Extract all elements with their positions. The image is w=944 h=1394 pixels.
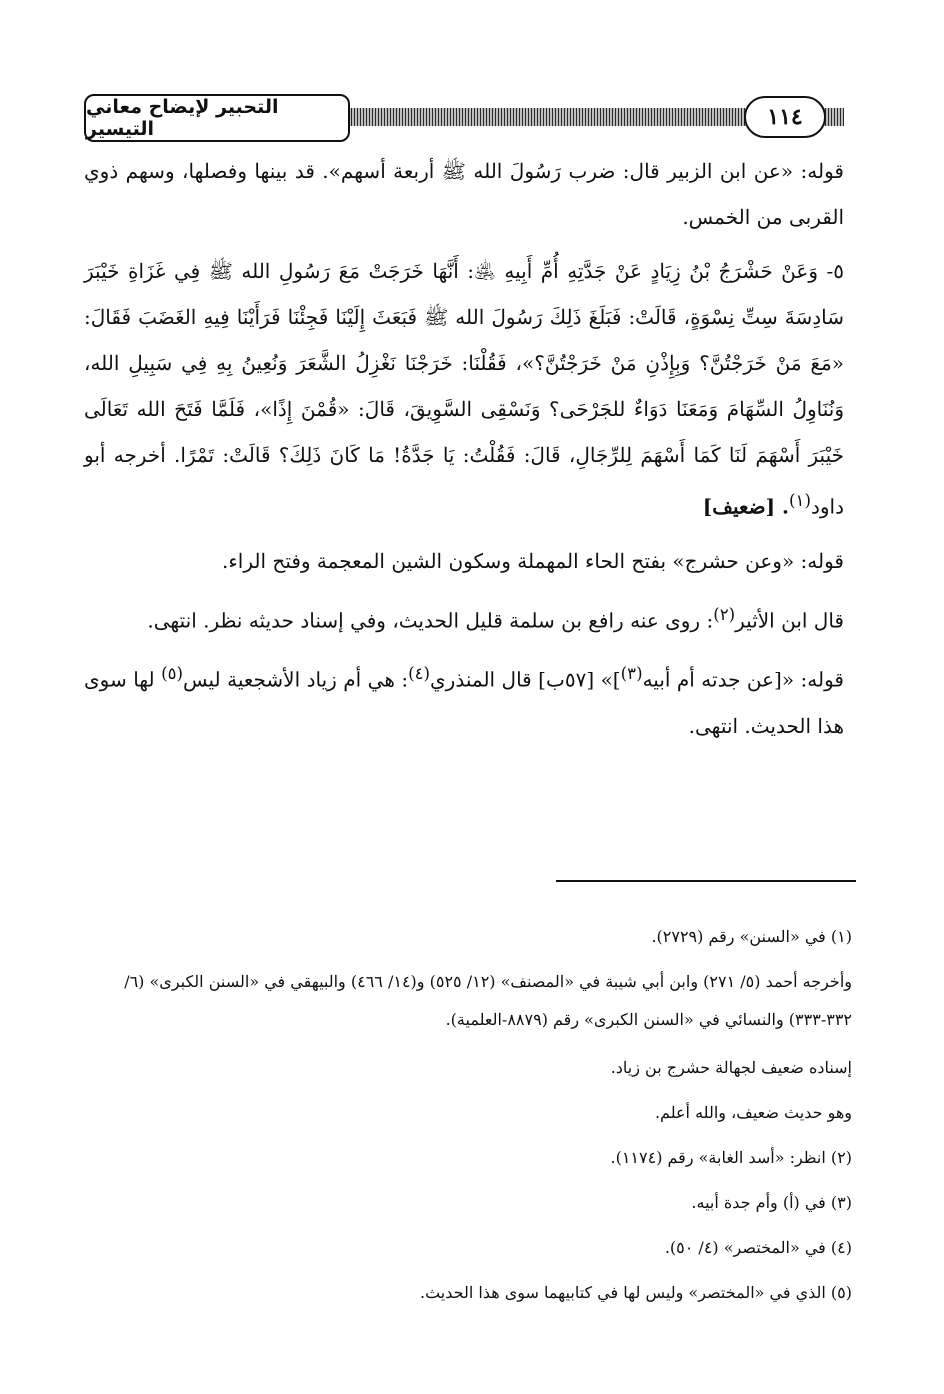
- footnote-ref-3: (٣): [620, 664, 643, 684]
- footnote-line: وهو حديث ضعيف، والله أعلم.: [654, 1103, 852, 1122]
- page-number: ١١٤: [767, 104, 803, 130]
- paragraph-2-hadith: [84, 248, 844, 530]
- footnote-line: (١) في «السنن» رقم (٢٧٢٩).: [651, 927, 852, 946]
- p5-text-c: : هي أم زياد الأشجعية ليس: [183, 667, 409, 692]
- footnote-ref-2: (٢): [713, 604, 736, 624]
- paragraph-4: [84, 592, 844, 644]
- main-text: [84, 148, 844, 757]
- footnote-line: وأخرجه أحمد (٥/ ٢٧١) وابن أبي شيبة في «المصنف» (١٢/ ٥٢٥) و(١٤/ ٤٦٦) والبيهقي في «السنن الكبرى» (٦/ ٣٣٢-٣٣٣) والنسائي في «السنن الكبرى» رقم (٨٨٧٩-العلمية).: [124, 972, 852, 1029]
- p5-text-b: ]» [٥٧ب] قال المنذري: [430, 667, 621, 692]
- p4-text-a: قال ابن الأثير: [735, 608, 844, 633]
- page-header: [84, 94, 844, 144]
- footnote-ref-1: (١): [789, 491, 811, 510]
- p5-text-d: لها سوى هذا الحديث. انتهى.: [84, 667, 844, 738]
- paragraph-3: قوله: «وعن حشرج» بفتح الحاء المهملة وسكون الشين المعجمة وفتح الراء.: [222, 548, 844, 573]
- p5-text-a: قوله: «[عن جدته أم أبيه: [642, 667, 844, 692]
- footnote-line: (٤) في «المختصر» (٤/ ٥٠).: [664, 1238, 852, 1257]
- footnote-line: (٢) انظر: «أسد الغابة» رقم (١١٧٤).: [610, 1148, 852, 1167]
- hadith-text: ٥- وَعَنْ حَشْرَجُ بْنُ زِيَادٍ عَنْ جَدَّتِهِ أُمِّ أَبِيهِ ﵁: أَنَّهَا خَرَجَتْ مَعَ رَسُولِ الله ﷺ فِي غَزَاةِ خَيْبَرَ سَادِسَةَ سِتِّ نِسْوَةٍ، قَالَتْ: فَبَلَغَ ذَلِكَ رَسُولَ الله ﷺ فَبَعَثَ إِلَيْنَا فَجِئْنَا فَرَأَيْنَا فِيهِ الغَضَبَ فَقَالَ: «مَعَ مَنْ خَرَجْتُنَّ؟ وَبِإِذْنِ مَنْ خَرَجْتُنَّ؟»، فَقُلْنَا: خَرَجْنَا نَغْزِلُ الشَّعَرَ وَنُعِينُ بِهِ فِي سَبِيلِ الله، وَنُنَاوِلُ السِّهَامَ وَمَعَنَا دَوَاءٌ للجَرْحَى؟ وَنَسْقِى السَّوِيقَ، قَالَ: «قُمْنَ إِذًا»، فَلَمَّا فَتَحَ الله تَعَالَى خَيْبَرَ أَسْهَمَ لَنَا كَمَا أَسْهَمَ لِلرِّجَالِ، قَالَ: فَقُلْتُ: يَا جَدَّةُ! مَا كَانَ ذَلِكَ؟ قَالَتْ: تَمْرًا. أخرجه أبو داود: [84, 259, 844, 519]
- footnote-ref-4: (٤): [408, 664, 431, 684]
- hadith-grade: . [ضعيف]: [702, 494, 790, 519]
- footnote-line: (٣) في (أ) وأم جدة أبيه.: [691, 1193, 852, 1212]
- footnote-separator: [556, 880, 856, 882]
- book-title: التحبير لإيضاح معاني التيسير: [86, 96, 279, 140]
- p4-text-b: : روى عنه رافع بن سلمة قليل الحديث، وفي إسناد حديثه نظر. انتهى.: [147, 608, 714, 633]
- footnote-ref-5: (٥): [161, 664, 184, 684]
- footnote-line: (٥) الذي في «المختصر» وليس لها في كتابيهما سوى هذا الحديث.: [420, 1283, 852, 1302]
- book-title-box: [84, 94, 350, 142]
- paragraph-5: [84, 651, 844, 749]
- paragraph-1: قوله: «عن ابن الزبير قال: ضرب رَسُولَ الله ﷺ أربعة أسهم». قد بينها وفصلها، وسهم ذوي القربى من الخمس.: [84, 159, 844, 229]
- footnote-line: إسناده ضعيف لجهالة حشرج بن زياد.: [610, 1058, 852, 1077]
- page-number-badge: [744, 96, 826, 138]
- footnotes: [84, 914, 852, 1315]
